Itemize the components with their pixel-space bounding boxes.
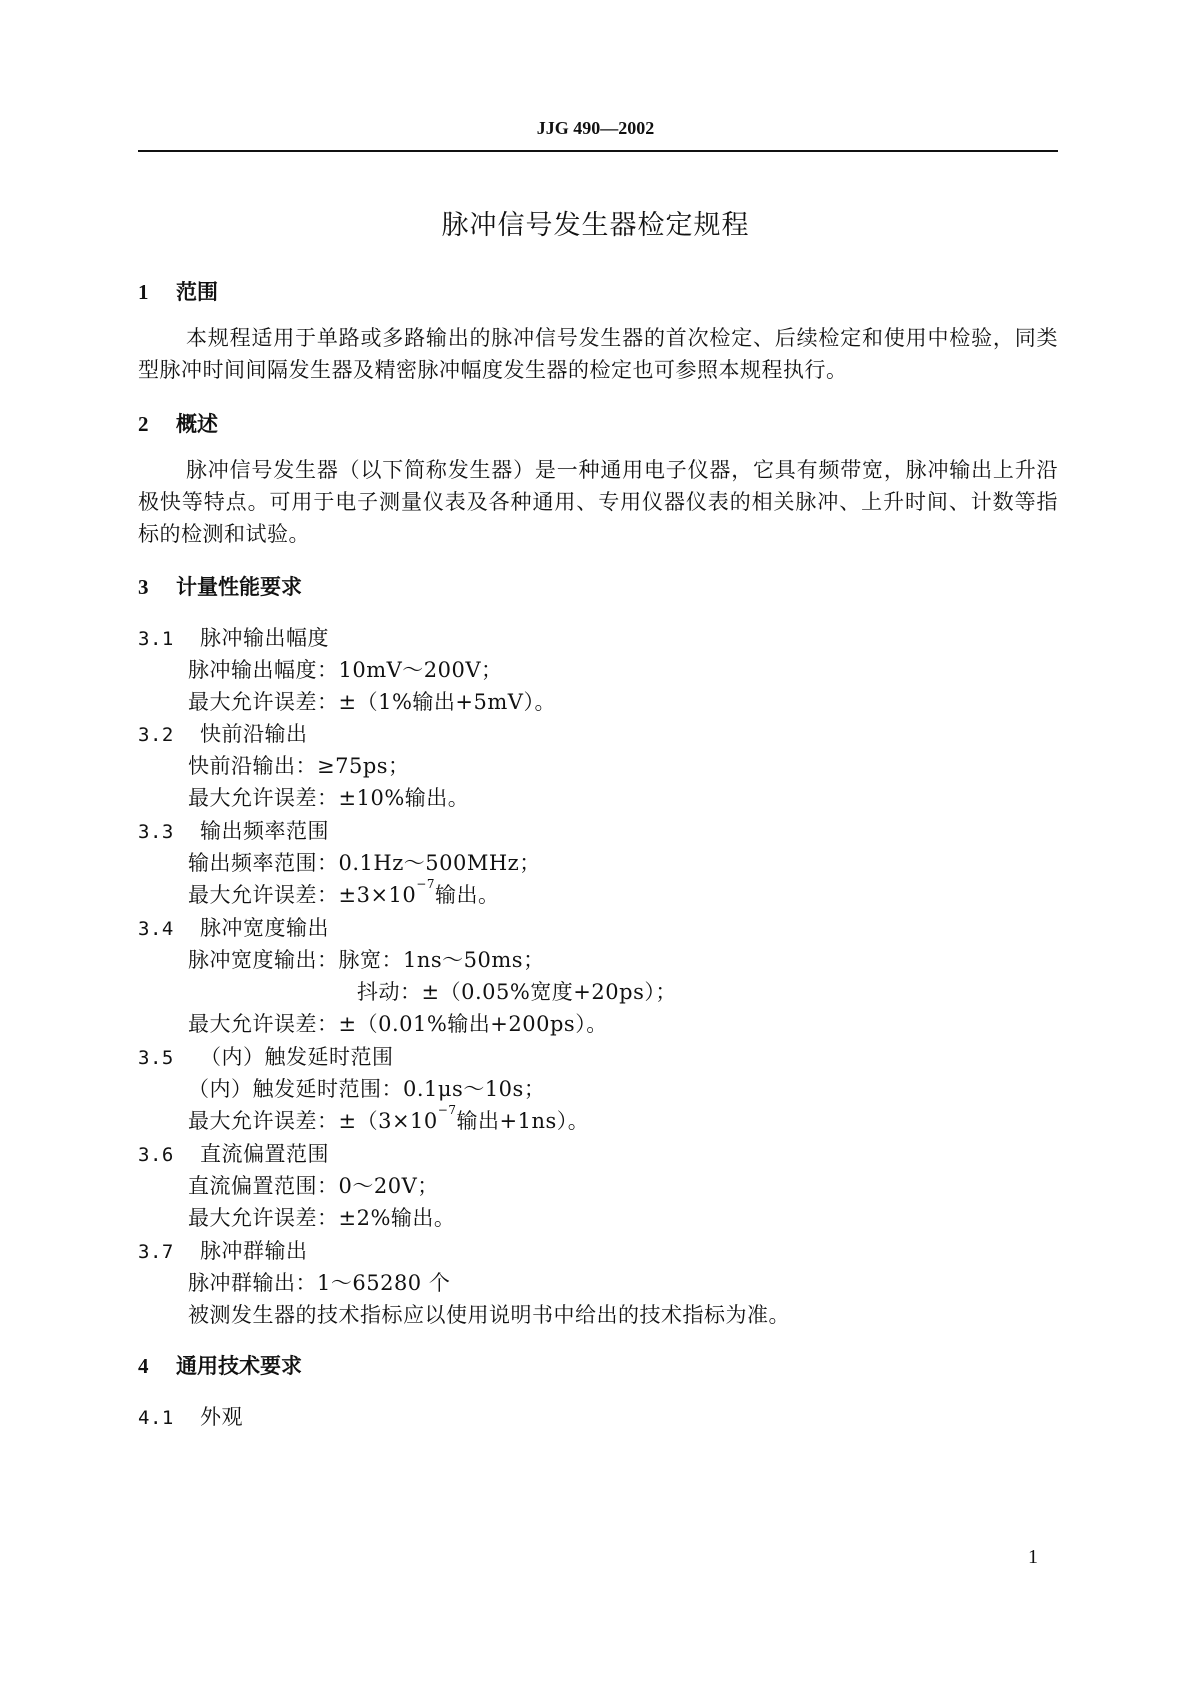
section-3-heading xyxy=(138,571,302,601)
subsection-number: 4.1 xyxy=(138,1407,174,1429)
subsection-number: 3.6 xyxy=(138,1144,174,1166)
spec-line xyxy=(188,879,499,909)
subsection-3-4-heading xyxy=(138,912,329,942)
subsection-title: 脉冲输出幅度 xyxy=(200,626,329,650)
spec-text: 输出+1ns）。 xyxy=(456,1109,590,1133)
spec-line xyxy=(188,1105,589,1135)
subsection-title: 脉冲群输出 xyxy=(200,1239,308,1263)
section-number: 2 xyxy=(138,412,149,436)
spec-line: 最大允许误差：±10%输出。 xyxy=(188,786,470,810)
spec-text: 最大允许误差：±（3×10 xyxy=(188,1109,438,1133)
spec-line: 输出频率范围：0.1Hz～500MHz； xyxy=(188,851,541,875)
subsection-number: 3.2 xyxy=(138,724,174,746)
spec-line: 脉冲宽度输出：脉宽：1ns～50ms； xyxy=(188,948,545,972)
subsection-number: 3.1 xyxy=(138,628,174,650)
subsection-title: 脉冲宽度输出 xyxy=(200,916,329,940)
subsection-number: 3.4 xyxy=(138,918,174,940)
subsection-3-2-heading xyxy=(138,718,308,748)
spec-line: 被测发生器的技术指标应以使用说明书中给出的技术指标为准。 xyxy=(188,1303,790,1327)
subsection-3-3-heading xyxy=(138,815,329,845)
subsection-title: （内）触发延时范围 xyxy=(200,1045,394,1069)
document-title: 脉冲信号发生器检定规程 xyxy=(441,210,750,241)
section-title: 范围 xyxy=(176,280,218,304)
spec-line: 抖动：±（0.05%宽度+20ps）； xyxy=(357,980,677,1004)
spec-line: 最大允许误差：±（0.01%输出+200ps）。 xyxy=(188,1012,608,1036)
section-4-heading xyxy=(138,1350,302,1380)
subsection-4-1-heading xyxy=(138,1401,243,1431)
section-1-paragraph: 本规程适用于单路或多路输出的脉冲信号发生器的首次检定、后续检定和使用中检验，同类型脉冲时间间隔发生器及精密脉冲幅度发生器的检定也可参照本规程执行。 xyxy=(138,326,1058,382)
subsection-title: 外观 xyxy=(200,1405,243,1429)
section-2-heading xyxy=(138,408,218,438)
header-rule xyxy=(138,150,1058,152)
spec-line: 快前沿输出：≥75ps； xyxy=(188,754,410,778)
subsection-3-6-heading xyxy=(138,1138,329,1168)
spec-line: 脉冲输出幅度：10mV～200V； xyxy=(188,658,503,682)
section-number: 1 xyxy=(138,280,149,304)
spec-line: （内）触发延时范围：0.1μs～10s； xyxy=(188,1077,546,1101)
subsection-title: 直流偏置范围 xyxy=(200,1142,329,1166)
exponent: −7 xyxy=(437,1103,457,1117)
subsection-3-1-heading xyxy=(138,622,329,652)
spec-line: 直流偏置范围：0～20V； xyxy=(188,1174,439,1198)
spec-text: 最大允许误差：±3×10 xyxy=(188,883,417,907)
section-title: 计量性能要求 xyxy=(176,575,302,599)
subsection-3-7-heading xyxy=(138,1235,308,1265)
section-number: 4 xyxy=(138,1354,149,1378)
spec-line: 最大允许误差：±2%输出。 xyxy=(188,1206,456,1230)
spec-text: 输出。 xyxy=(434,883,500,907)
subsection-title: 快前沿输出 xyxy=(200,722,308,746)
subsection-number: 3.5 xyxy=(138,1047,174,1069)
spec-line: 脉冲群输出：1～65280 个 xyxy=(188,1271,451,1295)
spec-line: 最大允许误差：±（1%输出+5mV）。 xyxy=(188,690,556,714)
section-number: 3 xyxy=(138,575,149,599)
subsection-title: 输出频率范围 xyxy=(200,819,329,843)
page-number: 1 xyxy=(1028,1546,1038,1568)
section-title: 通用技术要求 xyxy=(176,1354,302,1378)
section-title: 概述 xyxy=(176,412,218,436)
section-1-heading xyxy=(138,276,218,306)
section-2-paragraph: 脉冲信号发生器（以下简称发生器）是一种通用电子仪器，它具有频带宽，脉冲输出上升沿极快等特点。可用于电子测量仪表及各种通用、专用仪器仪表的相关脉冲、上升时间、计数等指标的检测和试验。 xyxy=(138,458,1058,546)
exponent: −7 xyxy=(416,877,435,891)
subsection-3-5-heading xyxy=(138,1041,394,1071)
document-code-header: JJG 490—2002 xyxy=(536,118,655,138)
subsection-number: 3.3 xyxy=(138,821,174,843)
subsection-number: 3.7 xyxy=(138,1241,174,1263)
